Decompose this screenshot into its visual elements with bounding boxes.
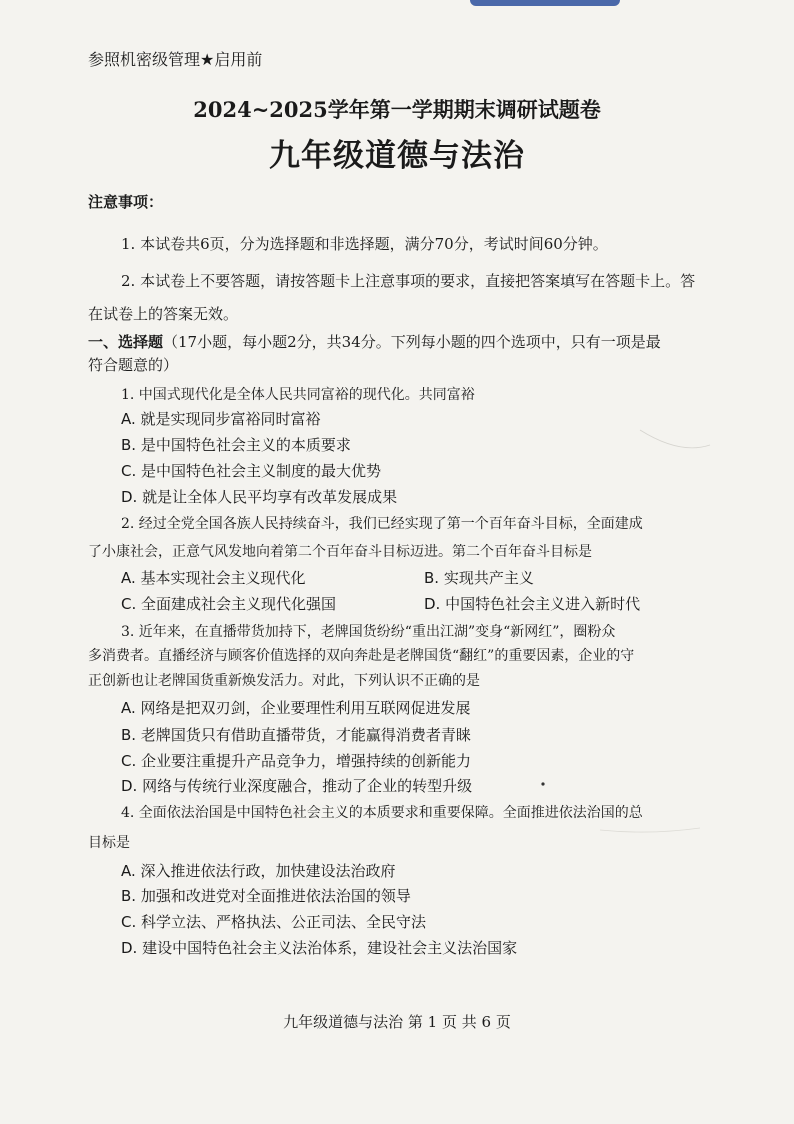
- question-4-option-b: B. 加强和改进党对全面推进依法治国的领导: [121, 887, 411, 905]
- question-3-stem-line1: 3. 近年来，在直播带货加持下，老牌国货纷纷“重出江湖”变身“新网红”，圈粉众: [121, 624, 616, 640]
- question-4-option-a: A. 深入推进依法行政，加快建设法治政府: [121, 862, 396, 880]
- exam-title-line2: 九年级道德与法治: [269, 138, 525, 174]
- question-1-option-b: B. 是中国特色社会主义的本质要求: [121, 436, 351, 454]
- section-title: 一、选择题: [88, 333, 164, 351]
- note-item-2-line2: 在试卷上的答案无效。: [88, 305, 239, 323]
- question-3-option-b: B. 老牌国货只有借助直播带货，才能赢得消费者青睐: [121, 726, 471, 744]
- question-2-stem-line1: 2. 经过全党全国各族人民持续奋斗，我们已经实现了第一个百年奋斗目标，全面建成: [121, 516, 643, 532]
- question-3-option-a: A. 网络是把双刃剑，企业要理性利用互联网促进发展: [121, 699, 471, 717]
- question-2-option-a: A. 基本实现社会主义现代化: [121, 569, 306, 587]
- section-desc-line1: （17小题，每小题2分，共34分。下列每小题的四个选项中，只有一项是最: [163, 333, 661, 351]
- page-footer: 九年级道德与法治 第 1 页 共 6 页: [283, 1013, 511, 1031]
- question-2-option-c: C. 全面建成社会主义现代化强国: [121, 595, 337, 613]
- question-3-option-c: C. 企业要注重提升产品竞争力，增强持续的创新能力: [121, 752, 472, 770]
- question-2-option-b: B. 实现共产主义: [424, 569, 534, 587]
- scan-smear: [640, 430, 710, 448]
- question-1-option-a: A. 就是实现同步富裕同时富裕: [121, 410, 321, 428]
- question-4-stem-line2: 目标是: [88, 835, 130, 851]
- question-4-option-d: D. 建设中国特色社会主义法治体系，建设社会主义法治国家: [121, 939, 518, 957]
- scan-smudge: [470, 0, 620, 6]
- note-item-1: 1. 本试卷共6页，分为选择题和非选择题，满分70分，考试时间60分钟。: [121, 235, 608, 253]
- question-2-stem-line2: 了小康社会，正意气风发地向着第二个百年奋斗目标迈进。第二个百年奋斗目标是: [88, 544, 592, 560]
- question-2-option-d: D. 中国特色社会主义进入新时代: [424, 595, 641, 613]
- question-3-option-d: D. 网络与传统行业深度融合，推动了企业的转型升级: [121, 777, 473, 795]
- question-3-stem-line3: 正创新也让老牌国货重新焕发活力。对此，下列认识不正确的是: [88, 673, 480, 689]
- notes-heading: 注意事项：: [88, 193, 164, 211]
- note-item-2-line1: 2. 本试卷上不要答题，请按答题卡上注意事项的要求，直接把答案填写在答题卡上。答: [121, 272, 696, 290]
- question-1-stem-line1: 1. 中国式现代化是全体人民共同富裕的现代化。共同富裕: [121, 387, 475, 403]
- question-1-option-c: C. 是中国特色社会主义制度的最大优势: [121, 462, 382, 480]
- secret-level-label: 参照机密级管理★启用前: [88, 50, 263, 69]
- section-desc-line2: 符合题意的）: [88, 356, 179, 374]
- scan-dot: [541, 782, 544, 785]
- question-4-option-c: C. 科学立法、严格执法、公正司法、全民守法: [121, 913, 427, 931]
- exam-title-line1: 2024~2025学年第一学期期末调研试题卷: [193, 97, 601, 122]
- question-4-stem-line1: 4. 全面依法治国是中国特色社会主义的本质要求和重要保障。全面推进依法治国的总: [121, 805, 643, 821]
- scan-smear: [600, 828, 700, 832]
- question-3-stem-line2: 多消费者。直播经济与顾客价值选择的双向奔赴是老牌国货“翻红”的重要因素，企业的守: [88, 648, 635, 664]
- section-heading: [88, 331, 661, 352]
- question-1-option-d: D. 就是让全体人民平均享有改革发展成果: [121, 488, 398, 506]
